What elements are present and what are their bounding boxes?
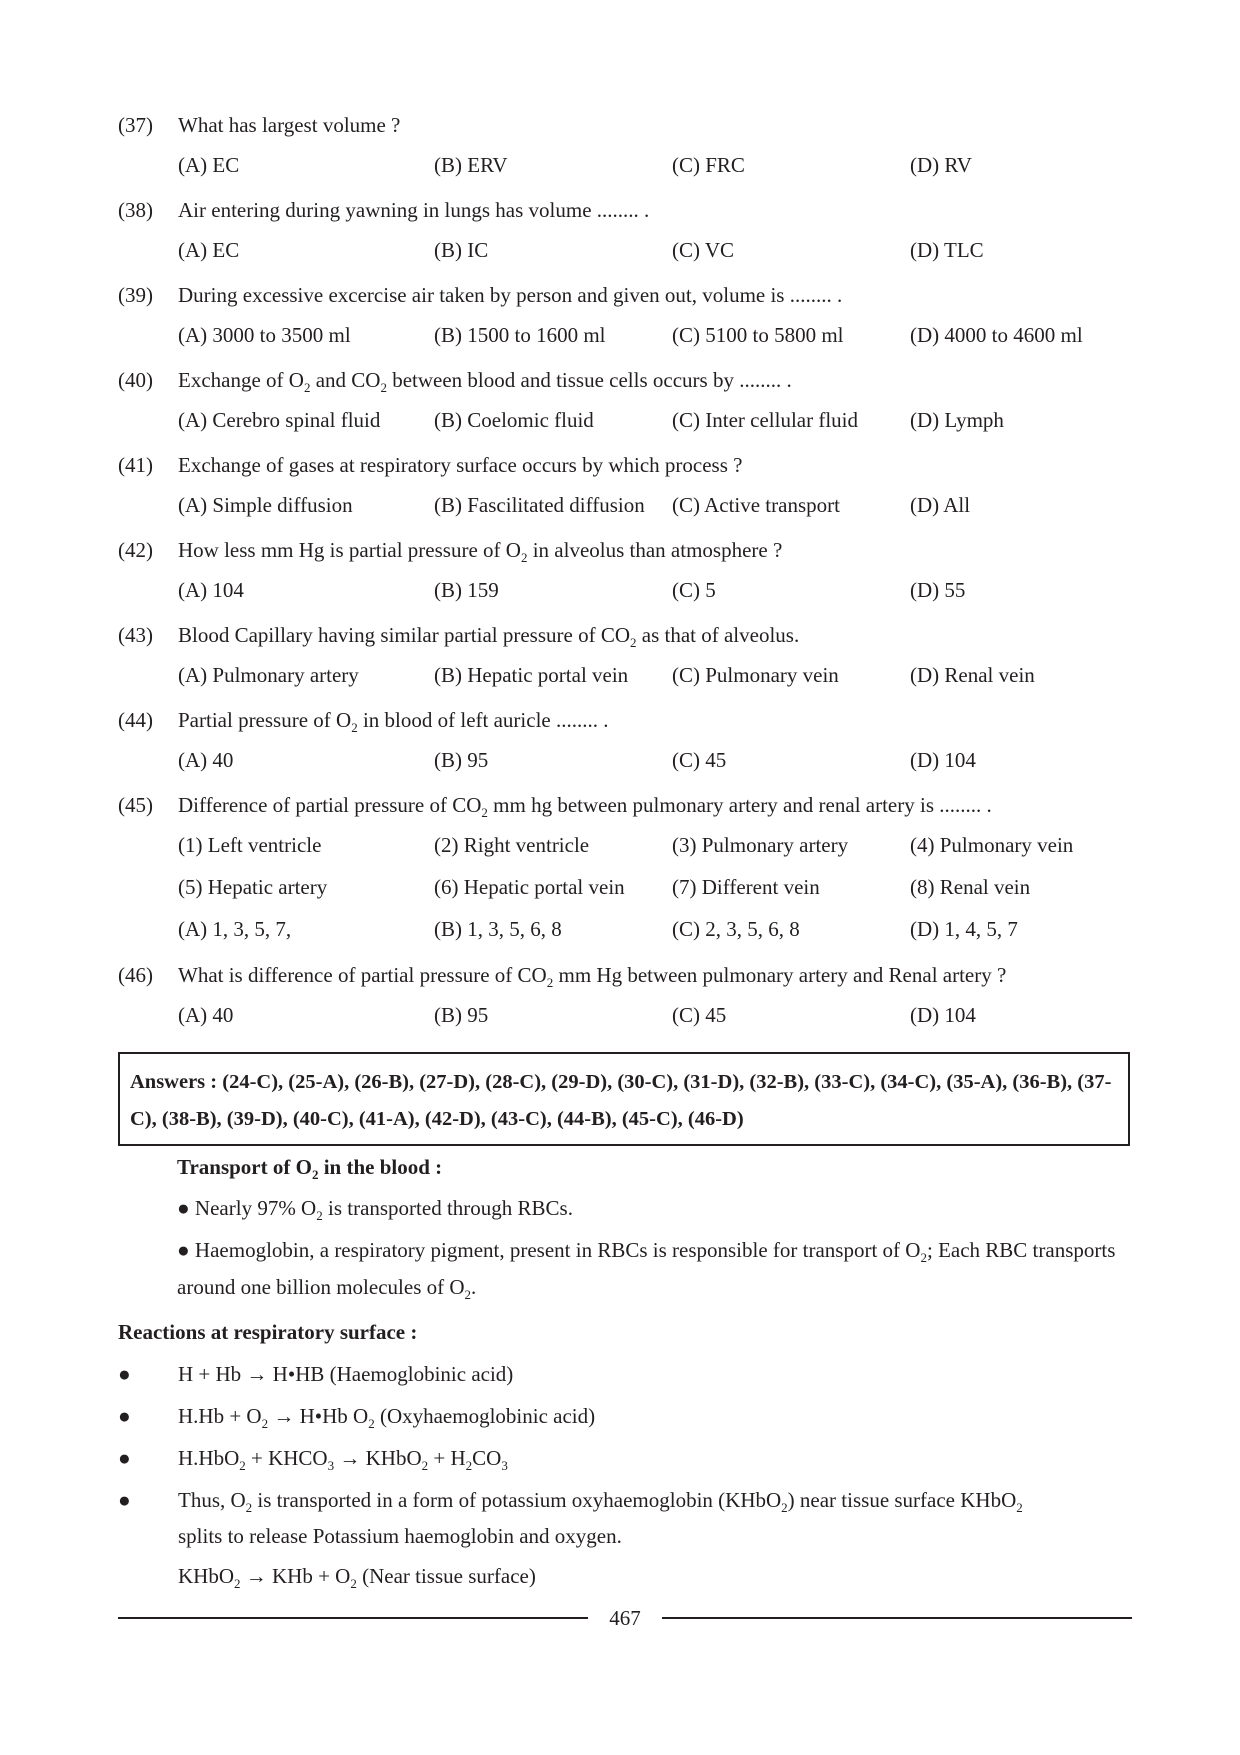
question-number: (44) xyxy=(118,708,153,732)
question-number: (39) xyxy=(118,283,153,307)
option-c: (C) 45 xyxy=(672,1003,727,1027)
option-d: (D) RV xyxy=(910,153,972,177)
question-text: Exchange of $O_2$ and $CO_2$ between blood and tissue cells occurs by ........ . xyxy=(178,368,792,395)
option-b: (B) Coelomic fluid xyxy=(434,408,594,432)
reaction-1: ● H + Hb → H•HB (Haemoglobinic acid) xyxy=(118,1355,1132,1393)
question-39 xyxy=(118,276,1128,356)
page-number: 467 xyxy=(609,1606,641,1630)
bullet-icon: ● xyxy=(118,1362,131,1386)
question-number: (45) xyxy=(118,793,153,817)
question-number: (40) xyxy=(118,368,153,392)
question-text: Difference of partial pressure of $CO_2$ mm hg between pulmonary artery and renal artery is ........ . xyxy=(178,793,992,820)
question-text: Blood Capillary having similar partial pressure of $CO_2$ as that of alveolus. xyxy=(178,623,800,650)
option-c: (C) VC xyxy=(672,238,735,262)
option-d: (D) Renal vein xyxy=(910,663,1035,687)
option-d: (D) 104 xyxy=(910,748,976,772)
option-c: (C) 5100 to 5800 ml xyxy=(672,323,844,347)
option-a: (A) 104 xyxy=(178,578,244,602)
footer-rule-right xyxy=(662,1617,1132,1619)
transport-heading: Transport of $O_2$ in the blood : xyxy=(177,1155,443,1182)
question-43 xyxy=(118,616,1128,696)
choice-2: (2) Right ventricle xyxy=(434,833,590,857)
option-c: (C) Active transport xyxy=(672,493,840,517)
option-a: (A) 40 xyxy=(178,1003,234,1027)
bullet-icon: ● xyxy=(118,1488,131,1512)
choice-4: (4) Pulmonary vein xyxy=(910,833,1074,857)
option-b: (B) IC xyxy=(434,238,489,262)
option-b: (B) Fascilitated diffusion xyxy=(434,493,645,517)
choice-6: (6) Hepatic portal vein xyxy=(434,875,625,899)
question-number: (42) xyxy=(118,538,153,562)
reaction-5: KHbO$_2$ → KHb + $O_2$ (Near tissue surface) xyxy=(178,1564,536,1591)
answers-text: (24-C), (25-A), (26-B), (27-D), (28-C), (29-D), (30-C), (31-D), (32-B), (33-C), (34-C), (35-A), (36-B), (37-C), (38-B), (39-D), (40-C), (41-A), (42-D), (43-C), (44-B), (45-C), (46-D) xyxy=(130,1071,1112,1130)
option-d: (D) Lymph xyxy=(910,408,1004,432)
question-37 xyxy=(118,106,1128,186)
option-b: (B) 95 xyxy=(434,1003,489,1027)
option-c: (C) 2, 3, 5, 6, 8 xyxy=(672,917,800,941)
question-text: Air entering during yawning in lungs has volume ........ . xyxy=(178,198,650,222)
question-text: Exchange of gases at respiratory surface occurs by which process ? xyxy=(178,453,743,477)
bullet-icon: ● xyxy=(118,1404,131,1428)
reaction-4: ● Thus, $O_2$ is transported in a form of potassium oxyhaemoglobin (KHbO$_2$) near tissue surface KHbO$_2$ splits to release Potassium haemoglobin and oxygen. xyxy=(118,1481,1132,1557)
option-a: (A) Simple diffusion xyxy=(178,493,353,517)
choice-7: (7) Different vein xyxy=(672,875,820,899)
option-a: (A) EC xyxy=(178,153,240,177)
option-b: (B) 95 xyxy=(434,748,489,772)
option-d: (D) 55 xyxy=(910,578,966,602)
option-c: (C) 5 xyxy=(672,578,716,602)
question-number: (37) xyxy=(118,113,153,137)
question-42 xyxy=(118,531,1128,611)
transport-point-1: ● Nearly 97% $O_2$ is transported through RBCs. xyxy=(177,1196,573,1223)
option-d: (D) All xyxy=(910,493,971,517)
option-b: (B) 1, 3, 5, 6, 8 xyxy=(434,917,562,941)
option-c: (C) 45 xyxy=(672,748,727,772)
footer-rule-left xyxy=(118,1617,588,1619)
option-d: (D) 1, 4, 5, 7 xyxy=(910,917,1018,941)
reaction-3: ● $H.HbO_2 + KHCO_3$ → KHbO$_2$ + $H_2CO_3$ xyxy=(118,1439,1132,1477)
option-d: (D) 104 xyxy=(910,1003,976,1027)
option-a: (A) 1, 3, 5, 7, xyxy=(178,917,292,941)
question-text: Partial pressure of $O_2$ in blood of left auricle ........ . xyxy=(178,708,609,735)
bullet-icon: ● xyxy=(118,1446,131,1470)
question-number: (41) xyxy=(118,453,153,477)
answers-box xyxy=(118,1052,1130,1146)
option-b: (B) 159 xyxy=(434,578,499,602)
question-46 xyxy=(118,956,1128,1036)
option-a: (A) EC xyxy=(178,238,240,262)
option-c: (C) Inter cellular fluid xyxy=(672,408,859,432)
question-text: During excessive excercise air taken by person and given out, volume is ........ . xyxy=(178,283,843,307)
question-44 xyxy=(118,701,1128,781)
page-footer xyxy=(118,1600,1132,1636)
option-b: (B) ERV xyxy=(434,153,508,177)
option-a: (A) Cerebro spinal fluid xyxy=(178,408,381,432)
reactions-heading: Reactions at respiratory surface : xyxy=(118,1320,418,1344)
question-text: How less mm Hg is partial pressure of $O_2$ in alveolus than atmosphere ? xyxy=(178,538,783,565)
option-a: (A) Pulmonary artery xyxy=(178,663,359,687)
question-41 xyxy=(118,446,1128,526)
question-number: (43) xyxy=(118,623,153,647)
choice-1: (1) Left ventricle xyxy=(178,833,322,857)
question-number: (38) xyxy=(118,198,153,222)
question-number: (46) xyxy=(118,963,153,987)
option-a: (A) 3000 to 3500 ml xyxy=(178,323,351,347)
choice-8: (8) Renal vein xyxy=(910,875,1031,899)
question-text: What is difference of partial pressure of $CO_2$ mm Hg between pulmonary artery and Renal artery ? xyxy=(178,963,1007,990)
question-40 xyxy=(118,361,1128,441)
option-c: (C) Pulmonary vein xyxy=(672,663,839,687)
answers-label: Answers : xyxy=(130,1071,218,1093)
question-38 xyxy=(118,191,1128,271)
option-b: (B) 1500 to 1600 ml xyxy=(434,323,606,347)
option-d: (D) 4000 to 4600 ml xyxy=(910,323,1083,347)
reaction-2: ● $H.Hb + O_2$ → H•Hb $O_2$ (Oxyhaemoglobinic acid) xyxy=(118,1397,1132,1435)
transport-point-2: ● Haemoglobin, a respiratory pigment, present in RBCs is responsible for transport of $O_2$; Each RBC transports around one billion molecules of $O_2$. xyxy=(177,1238,1116,1302)
choice-5: (5) Hepatic artery xyxy=(178,875,328,899)
option-b: (B) Hepatic portal vein xyxy=(434,663,629,687)
option-d: (D) TLC xyxy=(910,238,984,262)
option-a: (A) 40 xyxy=(178,748,234,772)
question-45 xyxy=(118,786,1128,950)
question-text: What has largest volume ? xyxy=(178,113,401,137)
choice-3: (3) Pulmonary artery xyxy=(672,833,849,857)
option-c: (C) FRC xyxy=(672,153,745,177)
